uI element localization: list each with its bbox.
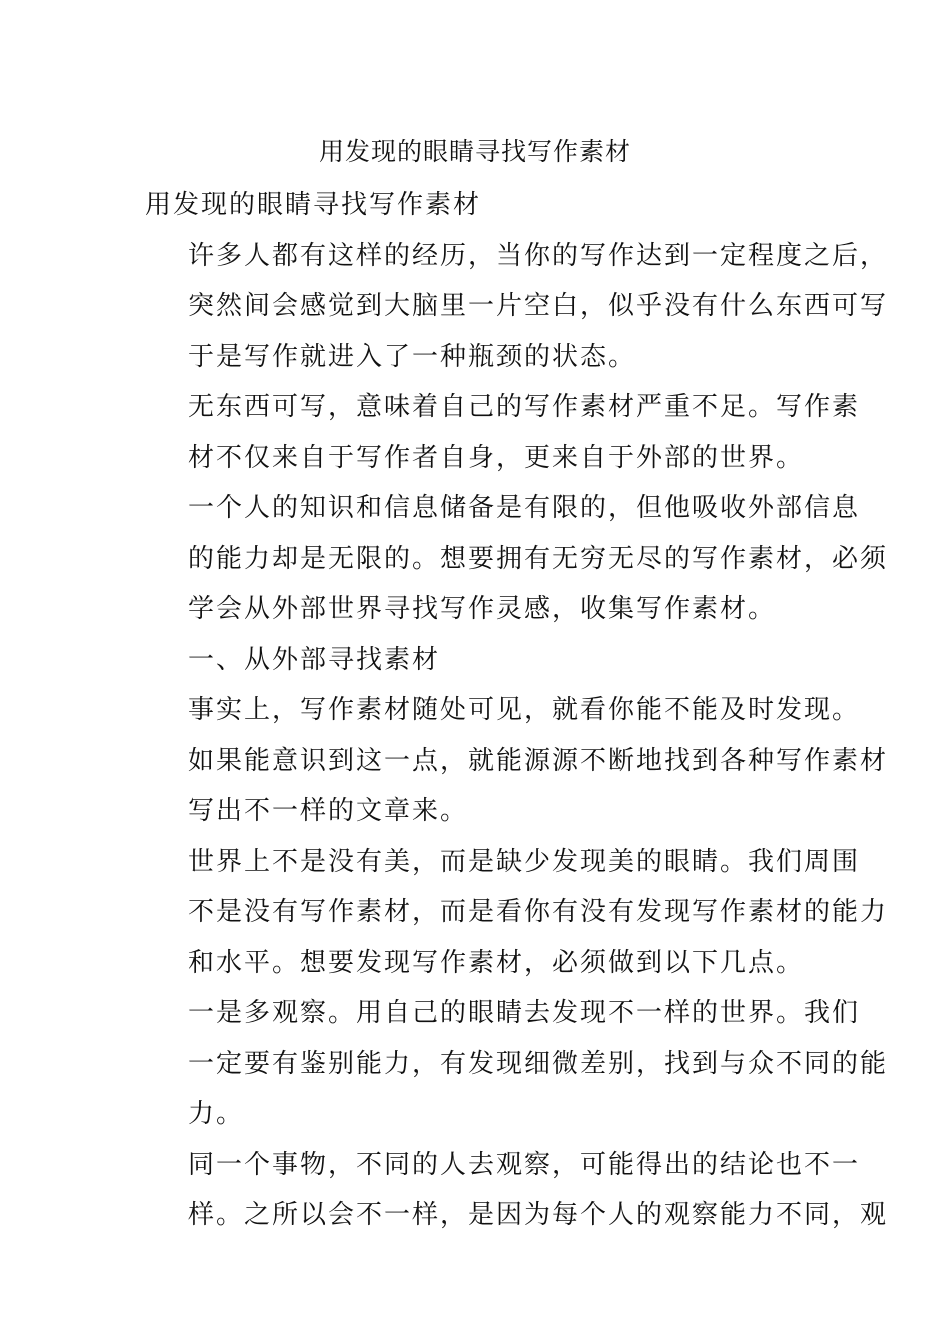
paragraph	[145, 483, 889, 635]
text-line: 一是多观察。用自己的眼睛去发现不一样的世界。我们	[188, 998, 861, 1028]
text-line: 材不仅来自于写作者自身，更来自于外部的世界。	[188, 442, 805, 473]
text-line: 样。之所以会不一样，是因为每个人的观察能力不同，观	[188, 1200, 889, 1230]
text-line: 如果能意识到这一点，就能源源不断地找到各种写作素材	[188, 745, 889, 776]
text-line: 一个人的知识和信息储备是有限的，但他吸收外部信息	[188, 493, 861, 523]
text-line: 无东西可写，意味着自己的写作素材严重不足。写作素	[188, 392, 861, 422]
paragraph	[145, 685, 889, 837]
paragraph	[145, 1140, 889, 1241]
text-line: 不是没有写作素材，而是看你有没有发现写作素材的能力	[188, 897, 889, 927]
text-line: 的能力却是无限的。想要拥有无穷无尽的写作素材，必须	[188, 543, 889, 574]
paragraph	[145, 988, 889, 1140]
text-line: 一、从外部寻找素材	[188, 644, 441, 675]
document-body	[145, 180, 889, 1241]
paragraph	[145, 837, 889, 989]
text-line: 事实上，写作素材随处可见，就看你能不能及时发现。	[188, 695, 861, 725]
text-line: 许多人都有这样的经历，当你的写作达到一定程度之后，	[188, 240, 889, 271]
text-line: 力。	[188, 1099, 245, 1129]
section-heading	[145, 635, 810, 686]
text-line: 学会从外部世界寻找写作灵感，收集写作素材。	[188, 594, 777, 624]
text-line: 一定要有鉴别能力，有发现细微差别，找到与众不同的能	[188, 1048, 889, 1079]
text-line: 世界上不是没有美，而是缺少发现美的眼睛。我们周围	[188, 846, 861, 877]
text-line: 用发现的眼睛寻找写作素材	[145, 190, 482, 220]
text-line: 于是写作就进入了一种瓶颈的状态。	[188, 341, 637, 372]
paragraph-subtitle	[145, 180, 810, 231]
text-line: 和水平。想要发现写作素材，必须做到以下几点。	[188, 947, 805, 978]
document-title: 用发现的眼睛寻找写作素材	[318, 137, 631, 166]
text-line: 突然间会感觉到大脑里一片空白，似乎没有什么东西可写	[188, 291, 889, 321]
paragraph	[145, 231, 889, 383]
text-line: 写出不一样的文章来。	[188, 796, 469, 826]
paragraph	[145, 382, 861, 483]
text-line: 同一个事物，不同的人去观察，可能得出的结论也不一	[188, 1149, 861, 1180]
